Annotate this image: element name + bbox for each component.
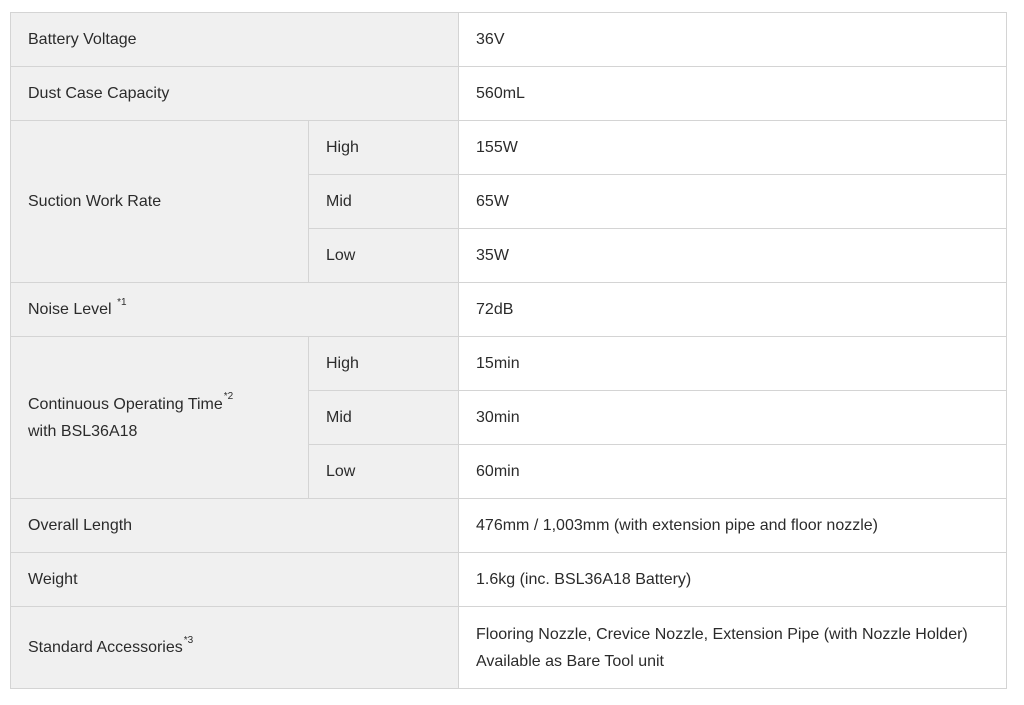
spec-value: 30min bbox=[459, 391, 1007, 445]
table-row bbox=[11, 67, 1007, 121]
table-row bbox=[11, 553, 1007, 607]
table-row bbox=[11, 499, 1007, 553]
spec-label: Suction Work Rate bbox=[11, 121, 309, 283]
spec-mode: Mid bbox=[309, 391, 459, 445]
spec-label: Standard Accessories bbox=[28, 639, 183, 656]
spec-label: Noise Level bbox=[28, 301, 112, 318]
spec-label: Weight bbox=[11, 553, 459, 607]
spec-label: Battery Voltage bbox=[11, 13, 459, 67]
spec-value: 15min bbox=[459, 337, 1007, 391]
table-row bbox=[11, 337, 1007, 391]
spec-value: 36V bbox=[459, 13, 1007, 67]
spec-table bbox=[10, 12, 1007, 689]
spec-label-cell bbox=[11, 607, 459, 689]
spec-label: Continuous Operating Time bbox=[28, 395, 223, 413]
spec-value: 65W bbox=[459, 175, 1007, 229]
spec-value: Flooring Nozzle, Crevice Nozzle, Extension Pipe (with Nozzle Holder) bbox=[476, 625, 968, 643]
spec-label-sub: with BSL36A18 bbox=[28, 422, 138, 440]
spec-value: Available as Bare Tool unit bbox=[476, 652, 664, 670]
spec-value: 476mm / 1,003mm (with extension pipe and floor nozzle) bbox=[459, 499, 1007, 553]
table-row bbox=[11, 13, 1007, 67]
table-row bbox=[11, 283, 1007, 337]
table-row bbox=[11, 607, 1007, 689]
spec-mode: Low bbox=[309, 445, 459, 499]
spec-value: 60min bbox=[459, 445, 1007, 499]
spec-value: 155W bbox=[459, 121, 1007, 175]
spec-value: 560mL bbox=[459, 67, 1007, 121]
spec-mode: High bbox=[309, 121, 459, 175]
spec-label: Overall Length bbox=[11, 499, 459, 553]
spec-mode: High bbox=[309, 337, 459, 391]
table-row bbox=[11, 121, 1007, 175]
spec-label-cell bbox=[11, 337, 309, 499]
spec-value: 1.6kg (inc. BSL36A18 Battery) bbox=[459, 553, 1007, 607]
spec-mode: Low bbox=[309, 229, 459, 283]
footnote-marker: *1 bbox=[117, 296, 127, 308]
spec-label: Dust Case Capacity bbox=[11, 67, 459, 121]
spec-value: 72dB bbox=[459, 283, 1007, 337]
spec-value: 35W bbox=[459, 229, 1007, 283]
footnote-marker: *2 bbox=[223, 391, 234, 403]
spec-value-cell bbox=[459, 607, 1007, 689]
footnote-marker: *3 bbox=[183, 634, 194, 646]
spec-mode: Mid bbox=[309, 175, 459, 229]
spec-label-cell bbox=[11, 283, 459, 337]
